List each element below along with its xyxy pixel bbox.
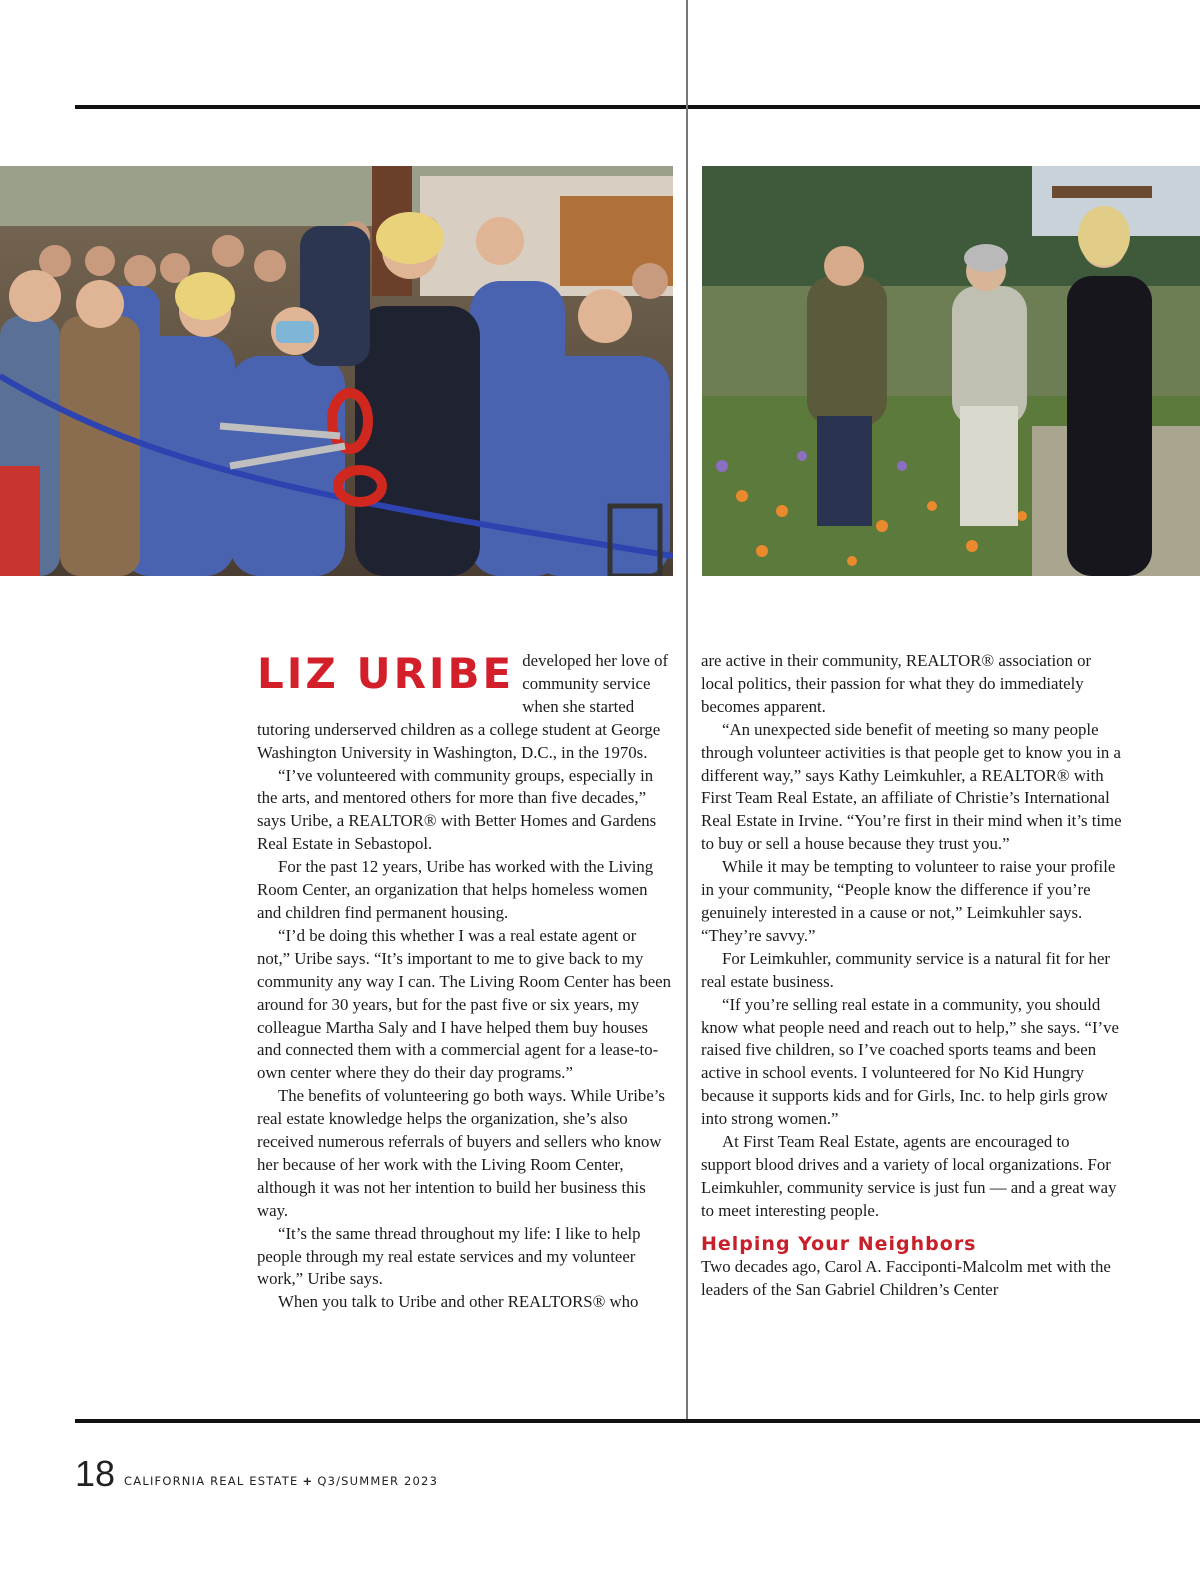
bottom-rule — [75, 1419, 1200, 1423]
paragraph: are active in their community, REALTOR® association or local politics, their passion for what they do immediately becomes apparent. — [701, 651, 1092, 716]
garden-photo — [702, 166, 1200, 576]
column-divider — [686, 0, 688, 1420]
magazine-credit — [124, 1474, 438, 1488]
page-footer — [75, 1453, 439, 1494]
section-subhead: Helping Your Neighbors — [701, 1232, 977, 1255]
ribbon-cutting-photo-image — [0, 166, 673, 576]
lead-text: developed her love of community service when she started tutoring underserved children as a college student at George Washington University in Washington, D.C., in the 1970s. — [257, 651, 669, 762]
page-number: 18 — [75, 1453, 116, 1494]
paragraph: “An unexpected side benefit of meeting so many people through volunteer activities is that people get to know you in a different way,” says Kathy Leimkuhler, a REALTOR® with First Team Real Estate, an affiliate of Christie’s International Real Estate in Irvine. “You’re first in their mind when it’s time to buy or sell a house because they trust you.” — [701, 719, 1122, 854]
paragraph: “I’d be doing this whether I was a real estate agent or not,” Uribe says. “It’s important to me to give back to my community any way I can. The Living Room Center has been around for 30 years, but for the past five or six years, my colleague Martha Saly and I have helped them buy houses and connected them with a commercial agent for a lease-to-own center where they do their day programs.” — [257, 925, 671, 1083]
ribbon-cutting-photo — [0, 166, 673, 576]
paragraph: For the past 12 years, Uribe has worked with the Living Room Center, an organization that helps homeless women and children find permanent housing. — [257, 857, 654, 922]
top-rule — [75, 105, 1200, 109]
paragraph: At First Team Real Estate, agents are encouraged to support blood drives and a variety of local organizations. For Leimkuhler, community service is just fun — and a great way to meet interesting people. — [701, 1132, 1117, 1220]
issue-label: Q3/SUMMER 2023 — [317, 1474, 439, 1488]
magazine-title: CALIFORNIA REAL ESTATE — [124, 1474, 299, 1488]
lead-name: LIZ URIBE — [257, 649, 515, 698]
paragraph: “I’ve volunteered with community groups, especially in the arts, and mentored others for more than five decades,” says Uribe, a REALTOR® with Better Homes and Gardens Real Estate in Sebastopol. — [257, 765, 657, 854]
paragraph: Two decades ago, Carol A. Facciponti-Malcolm met with the leaders of the San Gabriel Children’s Center — [701, 1256, 1111, 1299]
paragraph: “If you’re selling real estate in a community, you should know what people need and reach out to help,” she says. “I’ve raised five children, so I’ve coached sports teams and been active in school events. I volunteered for No Kid Hungry because it supports kids and for Girls, Inc. to help girls grow into strong women.” — [701, 994, 1119, 1129]
article-left-column — [257, 650, 673, 1314]
paragraph: “It’s the same thread throughout my life: I like to help people through my real estate services and my volunteer work,” Uribe says. — [257, 1223, 641, 1289]
paragraph: While it may be tempting to volunteer to raise your profile in your community, “People know the difference if you’re genuinely interested in a cause or not,” Leimkuhler says. “They’re savvy.” — [701, 857, 1116, 945]
lead-paragraph — [257, 650, 673, 765]
paragraph: The benefits of volunteering go both ways. While Uribe’s real estate knowledge helps the organization, she’s also received numerous referrals of buyers and sellers who know her because of her work with the Living Room Center, although it was not her intention to build her business this way. — [257, 1086, 665, 1220]
paragraph: When you talk to Uribe and other REALTORS® who — [278, 1292, 639, 1312]
article-right-column — [701, 650, 1123, 1301]
garden-photo-image — [702, 166, 1200, 576]
paragraph: For Leimkuhler, community service is a natural fit for her real estate business. — [701, 948, 1110, 991]
plus-separator-icon: + — [302, 1474, 314, 1488]
